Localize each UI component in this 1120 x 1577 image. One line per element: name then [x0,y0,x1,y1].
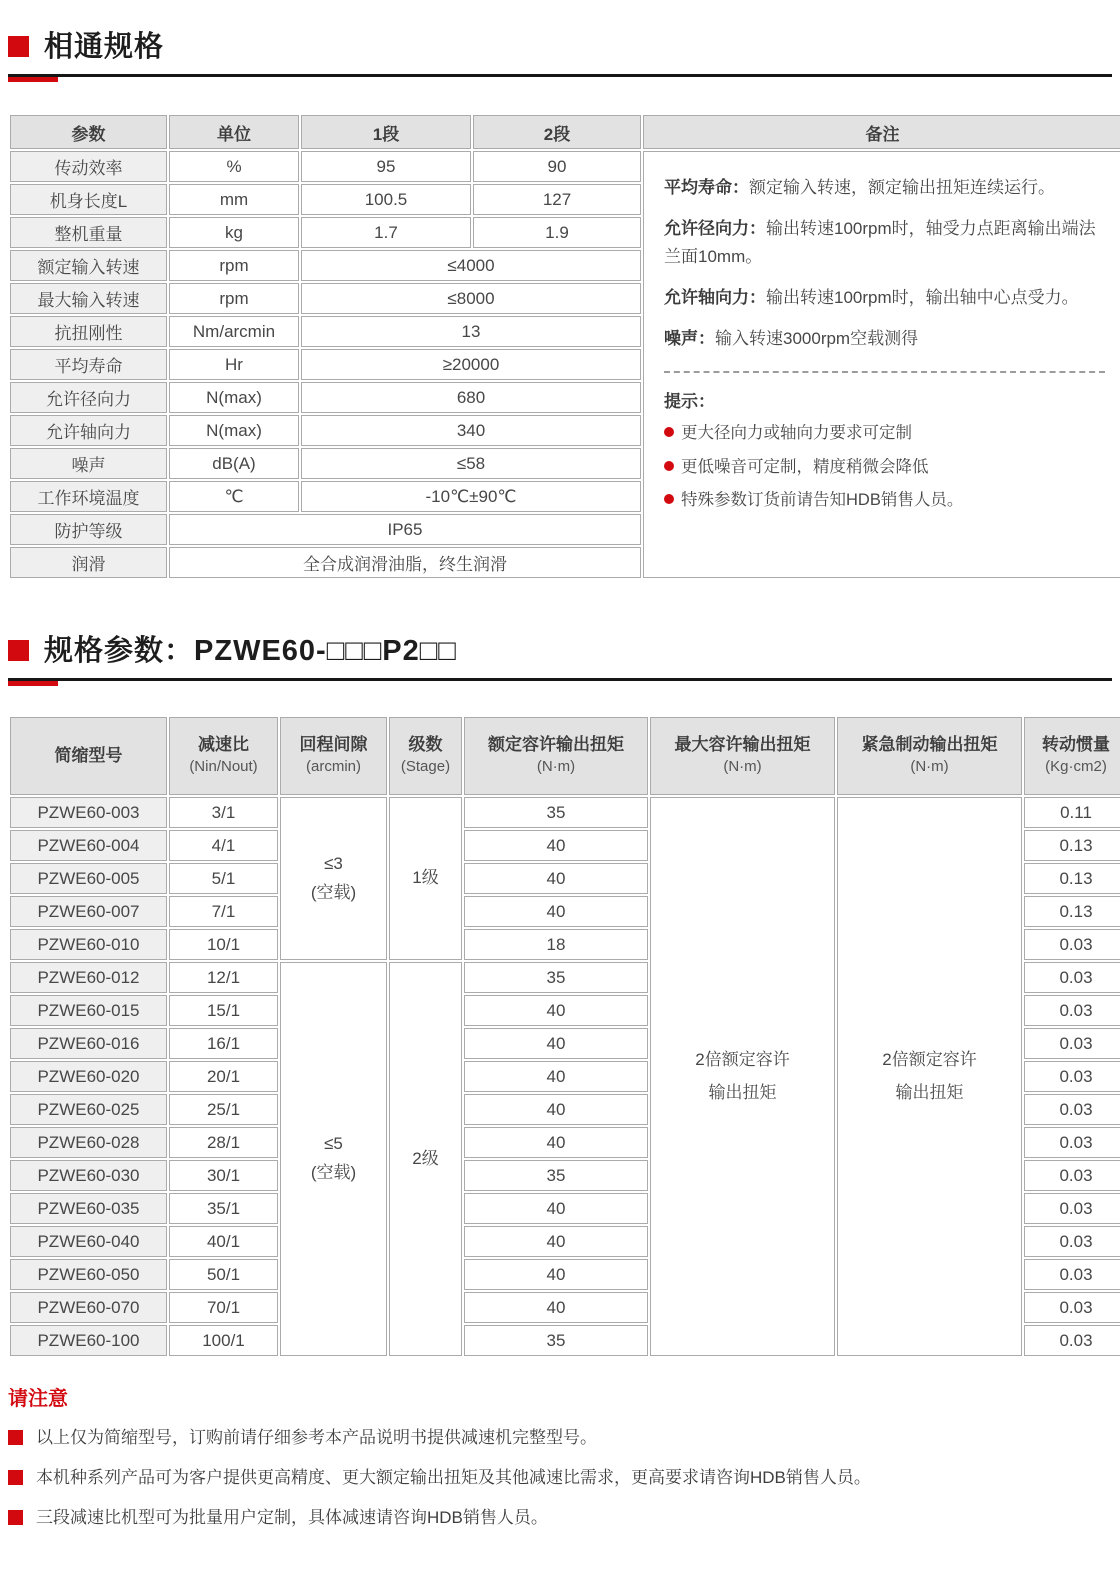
tips-list [664,422,1105,511]
ratio-cell: 7/1 [169,896,278,927]
inertia-cell: 0.03 [1024,1094,1120,1125]
ratio-cell: 25/1 [169,1094,278,1125]
unit-cell: N(max) [169,415,299,446]
unit-cell: Nm/arcmin [169,316,299,347]
model-spec-table [8,715,1120,1358]
table-row [10,151,1120,182]
value-stage1-cell: 100.5 [301,184,471,215]
ratio-cell: 100/1 [169,1325,278,1356]
rated-torque-cell: 40 [464,863,648,894]
remark-paragraph [664,174,1105,202]
footnote-text: 以上仅为简缩型号，订购前请仔细参考本产品说明书提供减速机完整型号。 [36,1428,597,1447]
model-cell: PZWE60-012 [10,962,167,993]
param-cell: 允许径向力 [10,382,167,413]
remark-text: 输出转速100rpm时，输出轴中心点受力。 [766,288,1079,308]
inertia-cell: 0.03 [1024,1061,1120,1092]
param-cell: 允许轴向力 [10,415,167,446]
tips-title: 提示： [664,392,715,412]
value-cell: -10℃±90℃ [301,481,641,512]
rated-torque-cell: 40 [464,1226,648,1257]
ratio-cell: 12/1 [169,962,278,993]
param-cell: 润滑 [10,547,167,578]
col-header-stage [389,717,462,795]
red-square-bullet-icon [8,1470,23,1485]
rated-torque-cell: 40 [464,830,648,861]
inertia-cell: 0.03 [1024,929,1120,960]
section-heading-spec-params [8,628,1112,681]
ratio-cell: 4/1 [169,830,278,861]
inertia-cell: 0.03 [1024,1160,1120,1191]
param-cell: 平均寿命 [10,349,167,380]
footnote-text: 本机种系列产品可为客户提供更高精度、更大额定输出扭矩及其他减速比需求，更高要求请咨询HDB销售人员。 [36,1467,871,1487]
inertia-cell: 0.03 [1024,995,1120,1026]
unit-cell: mm [169,184,299,215]
ratio-cell: 16/1 [169,1028,278,1059]
inertia-cell: 0.11 [1024,797,1120,828]
footnotes-title: 请注意 [8,1388,68,1410]
header-line1: 最大容许输出扭矩 [674,735,811,755]
footnote-text: 三段减速比机型可为批量用户定制，具体减速请咨询HDB销售人员。 [36,1507,548,1527]
backlash-note: (空载) [310,1163,357,1182]
rated-torque-cell: 40 [464,1259,648,1290]
inertia-cell: 0.03 [1024,1193,1120,1224]
model-cell: PZWE60-016 [10,1028,167,1059]
unit-cell: Hr [169,349,299,380]
col-header-backlash [280,717,387,795]
value-cell: ≤4000 [301,250,641,281]
ratio-cell: 28/1 [169,1127,278,1158]
model-cell: PZWE60-035 [10,1193,167,1224]
ratio-cell: 15/1 [169,995,278,1026]
header-line2: (arcmin) [306,758,361,776]
remark-text: 输出转速100rpm时，轴受力点距离输出端法兰面10mm。 [664,219,1096,267]
model-cell: PZWE60-003 [10,797,167,828]
unit-cell: N(max) [169,382,299,413]
header-line1: 额定容许输出扭矩 [488,735,624,755]
unit-cell: rpm [169,250,299,281]
value-stage1-cell: 1.7 [301,217,471,248]
header-line2: (Stage) [400,758,451,776]
ratio-cell: 5/1 [169,863,278,894]
model-cell: PZWE60-050 [10,1259,167,1290]
remark-text: 输入转速3000rpm空载测得 [715,329,919,349]
header-line1: 紧急制动输出扭矩 [861,735,998,755]
remark-label: 允许轴向力： [664,288,766,308]
red-square-bullet-icon [8,1510,23,1525]
param-cell: 整机重量 [10,217,167,248]
inertia-cell: 0.03 [1024,962,1120,993]
remark-label: 平均寿命： [664,178,749,197]
footnote-item [8,1427,1112,1450]
remarks-cell [643,151,1120,578]
rated-torque-cell: 40 [464,1028,648,1059]
ratio-cell: 35/1 [169,1193,278,1224]
col-header-parameter: 参数 [10,115,167,149]
col-header-max-torque [650,717,835,795]
tip-item: 特殊参数订货前请告知HDB销售人员。 [664,489,1105,511]
ratio-cell: 20/1 [169,1061,278,1092]
param-cell: 抗扭刚性 [10,316,167,347]
value-cell: 680 [301,382,641,413]
header-line1: 减速比 [198,735,249,755]
rated-torque-cell: 35 [464,1325,648,1356]
model-code: PZWE60-□□□P2□□ [194,635,457,667]
remark-paragraph [664,215,1105,271]
remark-paragraph [664,325,1105,353]
inertia-cell: 0.03 [1024,1226,1120,1257]
rated-torque-cell: 40 [464,1094,648,1125]
header-line2: (N·m) [536,758,576,776]
model-cell: PZWE60-015 [10,995,167,1026]
rated-torque-cell: 40 [464,1127,648,1158]
model-cell: PZWE60-040 [10,1226,167,1257]
backlash-cell [280,962,387,1356]
section-title: 规格参数： [44,635,195,667]
param-cell: 额定输入转速 [10,250,167,281]
value-cell: 340 [301,415,641,446]
red-square-bullet-icon [8,36,29,57]
col-header-remarks: 备注 [643,115,1120,149]
section-heading-common-spec [8,24,1112,77]
footnote-item [8,1467,1112,1490]
backlash-note: (空载) [310,882,357,902]
inertia-cell: 0.13 [1024,830,1120,861]
rated-torque-cell: 40 [464,1292,648,1323]
header-line1: 转动惯量 [1042,735,1110,755]
remark-label: 噪声： [664,329,715,349]
footnote-item [8,1507,1112,1530]
rated-torque-cell: 35 [464,962,648,993]
ratio-cell: 70/1 [169,1292,278,1323]
backlash-value: ≤5 [324,1134,343,1154]
ratio-cell: 3/1 [169,797,278,828]
model-cell: PZWE60-010 [10,929,167,960]
value-cell: ≤8000 [301,283,641,314]
value-cell: 全合成润滑油脂，终生润滑 [169,547,641,578]
header-line2: (N·m) [723,758,762,776]
rated-torque-cell: 35 [464,1160,648,1191]
tip-item: 更大径向力或轴向力要求可定制 [664,422,1105,444]
ratio-cell: 30/1 [169,1160,278,1191]
dashed-divider [664,371,1105,373]
inertia-cell: 0.13 [1024,863,1120,894]
inertia-cell: 0.03 [1024,1127,1120,1158]
max-torque-cell: 2倍额定容许输出扭矩 [650,797,835,1356]
header-line2: (Kg·cm2) [1045,758,1107,776]
param-cell: 传动效率 [10,151,167,182]
red-square-bullet-icon [8,640,29,661]
model-cell: PZWE60-100 [10,1325,167,1356]
model-cell: PZWE60-028 [10,1127,167,1158]
param-cell: 最大输入转速 [10,283,167,314]
rated-torque-cell: 40 [464,995,648,1026]
header-line2: (N·m) [910,758,949,776]
backlash-value: ≤3 [324,853,343,873]
model-cell: PZWE60-020 [10,1061,167,1092]
col-header-model [10,717,167,795]
rated-torque-cell: 40 [464,896,648,927]
header-line1: 回程间隙 [299,735,368,755]
value-stage1-cell: 95 [301,151,471,182]
unit-cell: rpm [169,283,299,314]
header-line2: (Nin/Nout) [189,758,258,776]
model-cell: PZWE60-004 [10,830,167,861]
model-cell: PZWE60-030 [10,1160,167,1191]
inertia-cell: 0.13 [1024,896,1120,927]
common-spec-table [8,113,1120,580]
footnotes [8,1382,1112,1530]
tip-item: 更低噪音可定制，精度稍微会降低 [664,456,1105,478]
inertia-cell: 0.03 [1024,1028,1120,1059]
table-header-row [10,115,1120,149]
model-cell: PZWE60-070 [10,1292,167,1323]
model-cell: PZWE60-005 [10,863,167,894]
rated-torque-cell: 18 [464,929,648,960]
col-header-inertia [1024,717,1120,795]
red-square-bullet-icon [8,1430,23,1445]
rated-torque-cell: 40 [464,1061,648,1092]
value-stage2-cell: 127 [473,184,641,215]
header-line1: 简缩型号 [54,745,123,765]
unit-cell: % [169,151,299,182]
ratio-cell: 40/1 [169,1226,278,1257]
stage-cell: 2级 [389,962,462,1356]
header-line1: 级数 [408,735,443,755]
value-cell: 13 [301,316,641,347]
ratio-cell: 50/1 [169,1259,278,1290]
inertia-cell: 0.03 [1024,1259,1120,1290]
table-row [10,797,1120,828]
inertia-cell: 0.03 [1024,1325,1120,1356]
stage-cell: 1级 [389,797,462,960]
ratio-cell: 10/1 [169,929,278,960]
col-header-stage2: 2段 [473,115,641,149]
param-cell: 防护等级 [10,514,167,545]
col-header-ratio [169,717,278,795]
section-title: 相通规格 [44,31,165,63]
col-header-unit: 单位 [169,115,299,149]
model-cell: PZWE60-007 [10,896,167,927]
model-cell: PZWE60-025 [10,1094,167,1125]
value-cell: IP65 [169,514,641,545]
remark-paragraph [664,284,1105,312]
col-header-brake-torque [837,717,1022,795]
param-cell: 工作环境温度 [10,481,167,512]
value-cell: ≥20000 [301,349,641,380]
value-stage2-cell: 90 [473,151,641,182]
value-cell: ≤58 [301,448,641,479]
unit-cell: ℃ [169,481,299,512]
rated-torque-cell: 40 [464,1193,648,1224]
value-stage2-cell: 1.9 [473,217,641,248]
table-header-row [10,717,1120,795]
remark-text: 额定输入转速，额定输出扭矩连续运行。 [749,178,1055,197]
col-header-rated-torque [464,717,648,795]
param-cell: 噪声 [10,448,167,479]
unit-cell: dB(A) [169,448,299,479]
unit-cell: kg [169,217,299,248]
col-header-stage1: 1段 [301,115,471,149]
remark-label: 允许径向力： [664,219,766,239]
inertia-cell: 0.03 [1024,1292,1120,1323]
rated-torque-cell: 35 [464,797,648,828]
param-cell: 机身长度L [10,184,167,215]
backlash-cell [280,797,387,960]
brake-torque-cell: 2倍额定容许输出扭矩 [837,797,1022,1356]
